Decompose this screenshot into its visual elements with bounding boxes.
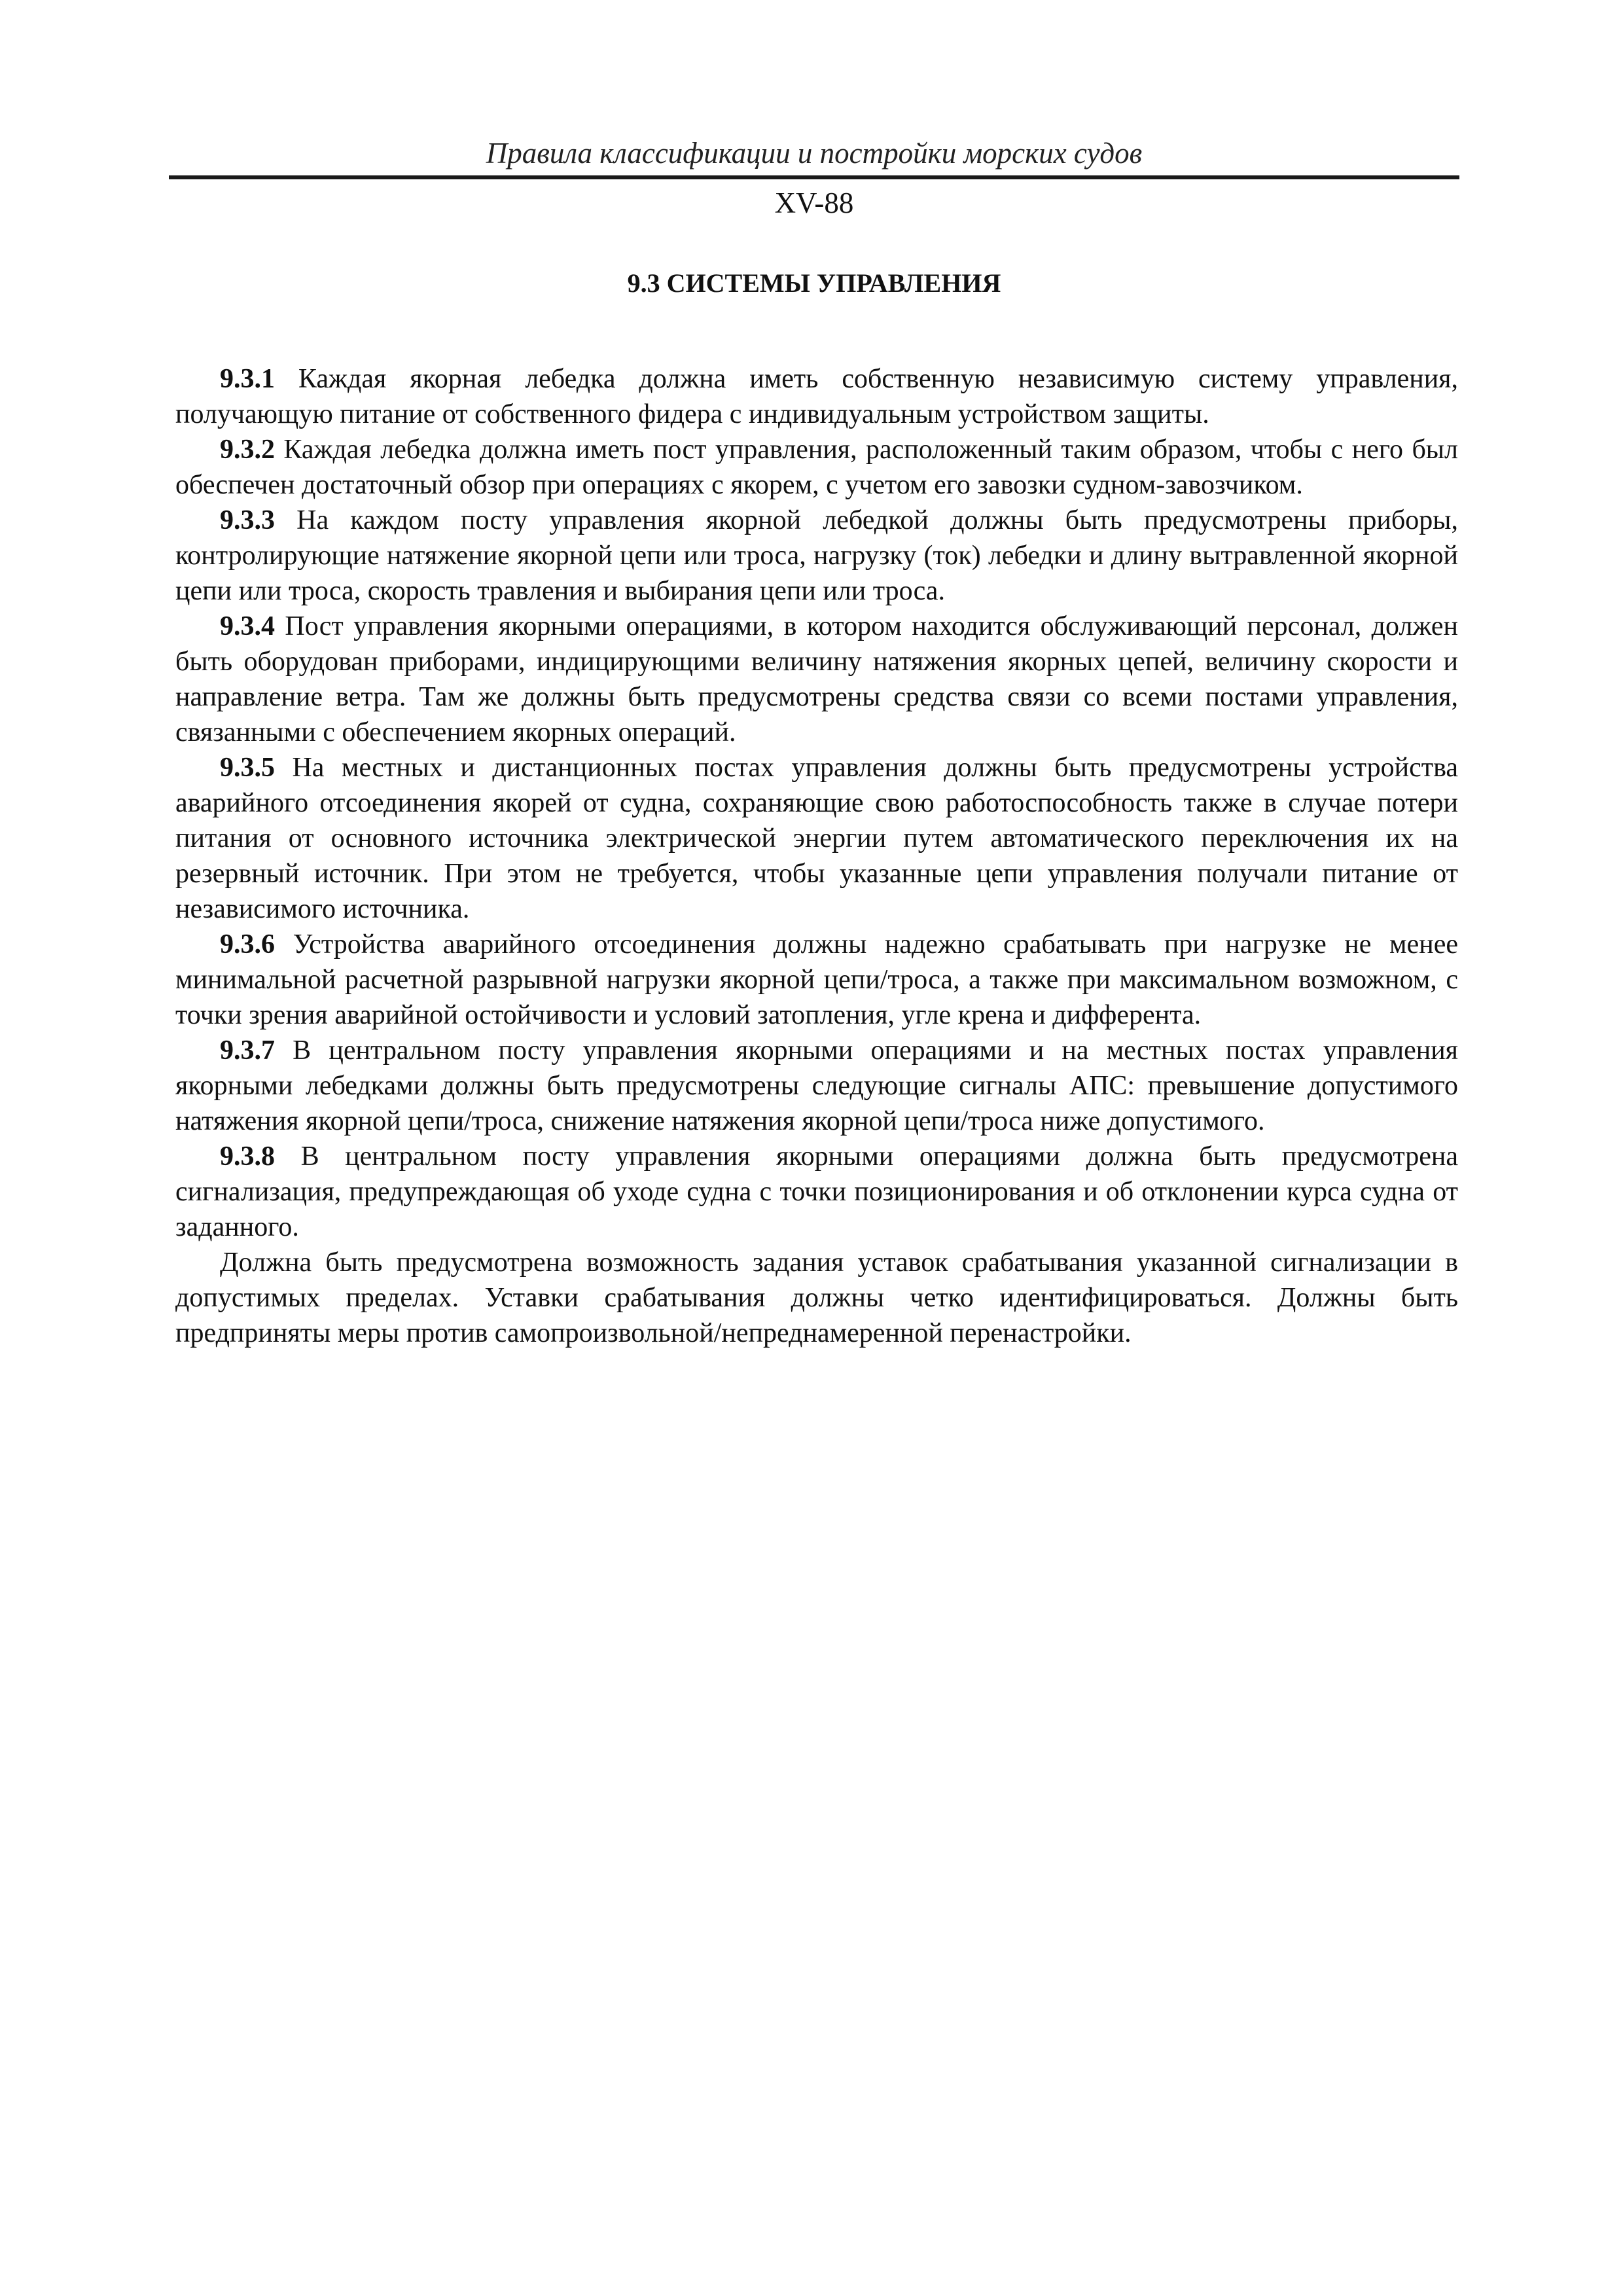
paragraph-9-3-3	[175, 503, 1458, 609]
clause-text: В центральном посту управления якорными операциями и на местных постах управления якорными лебедками должны быть предусмотрены следующие сигналы АПС: превышение допустимого натяжения якорной цепи/троса, снижение натяжения якорной цепи/троса ниже допустимого.	[175, 1035, 1458, 1136]
paragraph-9-3-2	[175, 432, 1458, 503]
clause-text: Должна быть предусмотрена возможность задания уставок срабатывания указанной сигнализации в допустимых пределах. Уставки срабатывания должны четко идентифицироваться. Должны быть предприняты меры против самопроизвольной/непреднамеренной перенастройки.	[175, 1247, 1458, 1348]
paragraph-continuation	[175, 1245, 1458, 1351]
paragraph-9-3-7	[175, 1033, 1458, 1139]
clause-text: В центральном посту управления якорными операциями должна быть предусмотрена сигнализация, предупреждающая об уходе судна с точки позиционирования и об отклонении курса судна от заданного.	[175, 1141, 1458, 1242]
section-title: 9.3 СИСТЕМЫ УПРАВЛЕНИЯ	[627, 268, 1001, 298]
clause-number: 9.3.7	[220, 1035, 275, 1066]
paragraph-9-3-1	[175, 361, 1458, 432]
clause-text: Каждая якорная лебедка должна иметь собственную независимую систему управления, получающую питание от собственного фидера с индивидуальным устройством защиты.	[175, 364, 1458, 429]
clause-text: На местных и дистанционных постах управления должны быть предусмотрены устройства аварийного отсоединения якорей от судна, сохраняющие свою работоспособность также в случае потери питания от основного источника электрической энергии путем автоматического переключения их на резервный источник. При этом не требуется, чтобы указанные цепи управления получали питание от независимого источника.	[175, 753, 1458, 924]
clause-text: Пост управления якорными операциями, в котором находится обслуживающий персонал, должен быть оборудован приборами, индицирующими величину натяжения якорных цепей, величину скорости и направление ветра. Там же должны быть предусмотрены средства связи со всеми постами управления, связанными с обеспечением якорных операций.	[175, 611, 1458, 747]
paragraph-9-3-8	[175, 1139, 1458, 1245]
clause-number: 9.3.6	[220, 929, 275, 960]
clause-number: 9.3.5	[220, 753, 275, 783]
clause-number: 9.3.4	[220, 611, 275, 641]
clause-text: На каждом посту управления якорной лебедкой должны быть предусмотрены приборы, контролирующие натяжение якорной цепи или троса, нагрузку (ток) лебедки и длину вытравленной якорной цепи или троса, скорость травления и выбирания цепи или троса.	[175, 505, 1458, 606]
running-header-title: Правила классификации и постройки морских судов	[486, 137, 1143, 170]
paragraph-9-3-4	[175, 609, 1458, 750]
clause-text: Каждая лебедка должна иметь пост управления, расположенный таким образом, чтобы с него был обеспечен достаточный обзор при операциях с якорем, с учетом его завозки судном-завозчиком.	[175, 435, 1458, 500]
clause-text: Устройства аварийного отсоединения должны надежно срабатывать при нагрузке не менее минимальной расчетной разрывной нагрузки якорной цепи/троса, а также при максимальном возможном, с точки зрения аварийной остойчивости и условий затопления, угле крена и дифферента.	[175, 929, 1458, 1030]
body-text	[175, 361, 1458, 1351]
paragraph-9-3-5	[175, 750, 1458, 927]
page-number: XV-88	[774, 187, 854, 219]
paragraph-9-3-6	[175, 927, 1458, 1033]
header-rule	[169, 175, 1459, 179]
clause-number: 9.3.8	[220, 1141, 275, 1172]
clause-number: 9.3.2	[220, 435, 275, 465]
clause-number: 9.3.1	[220, 364, 275, 394]
clause-number: 9.3.3	[220, 505, 275, 535]
